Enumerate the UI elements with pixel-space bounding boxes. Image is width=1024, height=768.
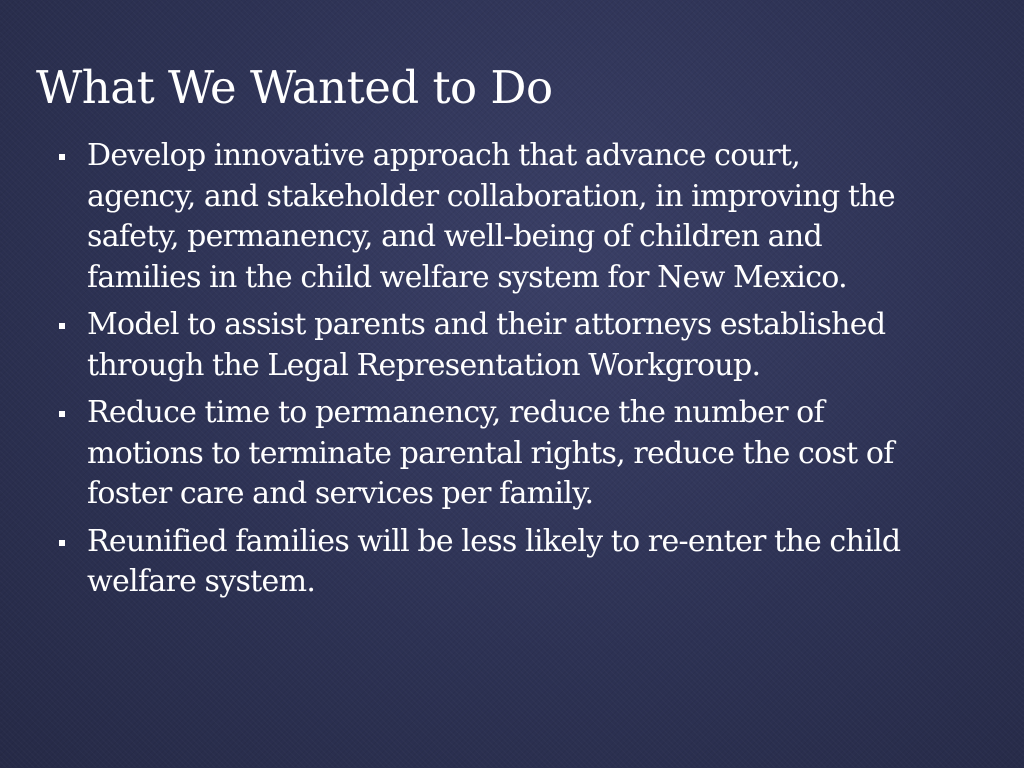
- square-bullet-icon: [59, 154, 65, 160]
- bullet-line: Model to assist parents and their attorneys established: [87, 307, 886, 342]
- bullet-line: Reunified families will be less likely to re-enter the child: [87, 523, 901, 559]
- bullet-line: Develop innovative approach that advance court,: [87, 138, 801, 173]
- bullet-text: [87, 136, 956, 298]
- bullet-list: [56, 136, 956, 610]
- bullet-item: [56, 522, 956, 603]
- bullet-line: motions to terminate parental rights, reduce the cost of: [87, 435, 894, 471]
- bullet-line: welfare system.: [87, 564, 316, 599]
- square-bullet-icon: [59, 411, 65, 417]
- bullet-line: foster care and services per family.: [87, 476, 594, 511]
- bullet-line: Reduce time to permanency, reduce the number of: [87, 395, 824, 430]
- bullet-text: [87, 305, 956, 386]
- bullet-item: [56, 305, 956, 386]
- bullet-item: [56, 393, 956, 515]
- bullet-line: through the Legal Representation Workgroup.: [87, 347, 761, 383]
- bullet-text: [87, 522, 956, 603]
- bullet-line: safety, permanency, and well-being of children and: [87, 219, 822, 254]
- square-bullet-icon: [59, 540, 65, 546]
- bullet-line: families in the child welfare system for New Mexico.: [87, 259, 847, 295]
- bullet-item: [56, 136, 956, 298]
- bullet-text: [87, 393, 956, 515]
- slide-title: What We Wanted to Do: [36, 61, 553, 114]
- bullet-line: agency, and stakeholder collaboration, in improving the: [87, 178, 895, 214]
- square-bullet-icon: [59, 323, 65, 329]
